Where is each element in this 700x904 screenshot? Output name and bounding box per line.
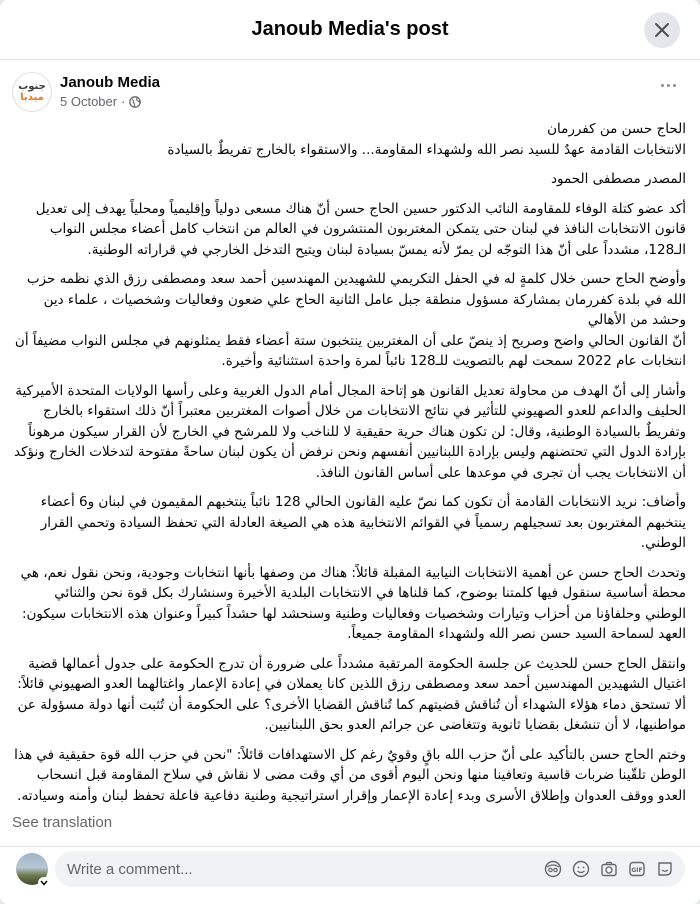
profile-switcher-button[interactable] (38, 877, 50, 889)
photo-button[interactable] (599, 859, 619, 879)
post-line: وأشار إلى أنّ الهدف من محاولة تعديل القانون هو إتاحة المجال أمام الدول الغربية وعلى رأسها الولايات المتحدة الأميركية الحليف والداعم للعدو الصهيوني للتأثير في نتائج الانتخابات من خلال أصوات المغتربين معتبراً أنّ ذلك استقواء بالخارج وتفريطٌ بالسيادة الوطنية، وقال: لن تكون هناك حرية حقيقية لا للناخب ولا للمرشح في الخارج لأن القرار سيكون مرهوناً بإرادة الدول التي تحتضنهم وليس بإرادة اللبنانيين أنفسهم ونحن نرفض أن يكون لبنان ساحةً مفتوحة لتدخلات الخارج ونؤكد أن الانتخابات يجب أن تجرى في موعدها على أساس القانون النافذ. (14, 382, 686, 481)
post-line: الانتخابات القادمة عهدٌ للسيد نصر الله ولشهداء المقاومة... والاستقواء بالخارج تفريطٌ بالسيادة (167, 141, 686, 158)
page-avatar[interactable] (12, 72, 52, 112)
post-paragraph (14, 745, 686, 807)
dialog-title: Janoub Media's post (251, 18, 449, 40)
post-line: وختم الحاج حسن بالتأكيد على أنّ حزب الله باقٍ وقويٌ رغم كل الاستهدافات قائلاً: "نحن في حزب الله قوة حقيقية في هذا الوطن تلقّينا ضربات قاسية وتعافينا منها ونحن اليوم أقوى من أي وقت مضى لا نقاش في سلاح المقاومة قبل انسحاب العدو ووقف العدوان وإطلاق الأسرى وبدء إعادة الإعمار وإقرار استراتيجية وطنية دفاعية فاعلة تحفظ لبنان وأمنه وسيادته. (14, 746, 686, 804)
post-paragraph (14, 381, 686, 484)
more-horizontal-icon (659, 84, 677, 87)
comment-input[interactable] (67, 861, 487, 878)
post-line: وأضاف: نريد الانتخابات القادمة أن تكون كما نصّ عليه القانون الحالي 128 نائباً ينتخبهم المقيمون في لبنان و6 أعضاء ينتخبهم المغتربون بعد تسجيلهم رسمياً في القوائم الانتخابية هذه هي الصيغة العادلة التي تحفظ السيادة وتحمي القرار الوطني. (40, 494, 686, 551)
close-icon (654, 22, 670, 38)
emoji-icon (572, 860, 590, 878)
post-line: وانتقل الحاج حسن للحديث عن جلسة الحكومة المرتقبة مشدداً على ضرورة أن تدرج الحكومة على جدول أعمالها قضية اغتيال الشهيدين المهندسين أحمد سعد ومصطفى رزق اللذين كانا يعملان في إعادة الإعمار واغتالهما العدو الصهيوني قائلاً: ألا تستحق دماء هؤلاء الشهداء أن تُناقش قضيتهم كما تُناقش القضايا الأخرى؟ على الحكومة أن تُثبت أنها دولة مسؤولة عن مواطنيها، لا أن تنشغل بقضايا ثانوية وتتغاضى عن جرائم العدو بحق اللبنانيين. (17, 655, 686, 733)
globe-icon (129, 96, 141, 108)
comment-actions (543, 859, 675, 879)
separator-dot: · (121, 94, 126, 109)
post-line: أكد عضو كتلة الوفاء للمقاومة النائب الدكتور حسين الحاج حسن أنّ هناك مسعى دولياً وإقليمياً ومحلياً يهدف إلى تعديل قانون الانتخابات النافذ في لبنان حتى يتمكن المغتربون المنتشرون في العالم من انتخاب كامل أعضاء مجلس النواب الـ128، مشدداً على أنّ هذا التوجّه لن يمرّ لأنه يمسّ بسيادة لبنان ويتيح التدخل الخارجي في قراراته الوطنية. (35, 200, 686, 258)
post-line: المصدر مصطفى الحمود (550, 171, 686, 187)
camera-icon (600, 860, 618, 878)
dialog-header (0, 0, 700, 60)
comment-composer (0, 846, 700, 904)
chevron-down-icon (40, 880, 48, 886)
post-paragraph (14, 269, 686, 372)
gif-button[interactable] (627, 859, 647, 879)
gif-icon (628, 860, 646, 878)
post-text (0, 115, 700, 806)
avatar-logo-line2: ميديا (20, 91, 44, 103)
post-line: وأوضح الحاج حسن خلال كلمةٍ له في الحفل التكريمي للشهيدين المهندسين أحمد سعد ومصطفى رزق الذي نظمه حزب الله في بلدة كفررمان بمشاركة مسؤول منطقة جبل عامل الثانية الحاج علي ضعون وفعاليات وشخصيات ، علماء دين وحشد من الأهالي (26, 271, 686, 328)
post-paragraph (14, 492, 686, 554)
avatar-sticker-button[interactable] (543, 859, 563, 879)
post-line: الحاج حسن من كفررمان (547, 121, 686, 137)
page-name-link[interactable]: Janoub Media (60, 74, 161, 91)
post-meta (60, 72, 160, 115)
see-translation-link[interactable]: See translation (12, 814, 113, 831)
post-date-link[interactable]: 5 October (60, 94, 118, 109)
sticker-icon (656, 860, 674, 878)
post-paragraph (14, 169, 686, 190)
post-paragraph (14, 119, 686, 160)
sticker-button[interactable] (655, 859, 675, 879)
post-line: وتحدث الحاج حسن عن أهمية الانتخابات النيابية المقبلة قائلاً: هناك من وصفها بأنها انتخابات وجودية، ونحن نقول نعم، هي محطة أساسية سنقول فيها كلمتنا بوضوح، كما قلناها في الانتخابات البلدية الأخيرة وسنشارك بكل قوة نحن والثنائي الوطني وحلفاؤنا من أحزاب وتيارات وشخصيات وفعاليات وطنية وسنحشد لها حشداً كبيراً وعنوان هذه الانتخابات سيكون: العهد لسماحة السيد حسن نصر الله ولشهداء المقاومة جميعاً. (20, 564, 686, 642)
avatar-sticker-icon (544, 860, 562, 878)
more-options-button[interactable] (656, 78, 680, 92)
post-paragraph (14, 199, 686, 261)
post-line: أنّ القانون الحالي واضح وصريح إذ ينصّ على أن المغتربين ينتخبون ستة أعضاء فقط يمثلونهم في مجلس النواب مضيفاً أن انتخابات عام 2022 سمحت لهم بالتصويت للـ128 نائباً لمرة واحدة استثنائية وأخيرة. (14, 332, 686, 369)
post-paragraph (14, 654, 686, 736)
avatar-logo-line1: جنوب (18, 80, 46, 92)
post-paragraph (14, 563, 686, 645)
comment-box[interactable] (55, 851, 685, 887)
svg-text:GIF: GIF (631, 867, 643, 874)
post-header (0, 60, 700, 115)
close-button[interactable] (644, 12, 680, 48)
emoji-button[interactable] (571, 859, 591, 879)
post-timestamp-row (60, 93, 160, 111)
